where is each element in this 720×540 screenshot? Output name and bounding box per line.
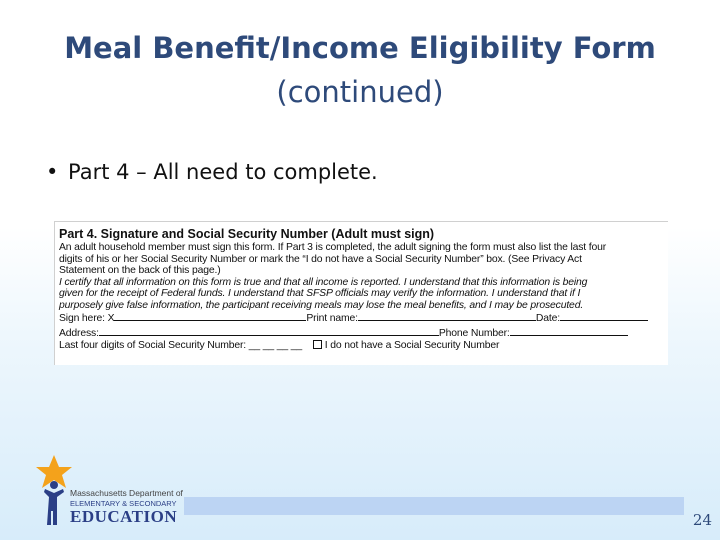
bullet-text: Part 4 – All need to complete. <box>68 160 378 184</box>
slide-title-line2: (continued) <box>276 75 444 109</box>
signature-line <box>114 311 306 321</box>
print-name-line <box>358 311 536 321</box>
address-row <box>59 326 664 341</box>
no-ssn-label: I do not have a Social Security Number <box>324 340 500 351</box>
logo-line1: Massachusetts Department of <box>70 488 183 498</box>
form-excerpt-image <box>54 221 668 365</box>
form-para1-line3: Statement on the back of this page.) <box>59 265 221 276</box>
form-heading: Part 4. Signature and Social Security Number (Adult must sign) <box>59 227 435 241</box>
ssn-row <box>59 340 664 353</box>
logo-line2: ELEMENTARY & SECONDARY <box>70 499 177 508</box>
address-line <box>99 326 439 336</box>
form-para2-line3: purposely give false information, the participant receiving meals may lose the meal benefits, and I may be prosecuted. <box>59 299 584 311</box>
date-line <box>560 311 648 321</box>
bullet-icon: • <box>46 160 59 184</box>
figure-body-icon <box>44 489 64 525</box>
page-number: 24 <box>692 511 712 529</box>
slide-title-line1: Meal Benefit/Income Eligibility Form <box>64 31 656 65</box>
figure-head-icon <box>50 481 58 489</box>
bullet-item <box>46 160 378 184</box>
address-label: Address: <box>59 327 99 339</box>
slide-title <box>0 26 720 114</box>
form-para1-line2: digits of his or her Social Security Number or mark the “I do not have a Social Security Number” box. (See Privacy Act <box>59 253 582 265</box>
checkbox-icon <box>313 340 322 349</box>
date-label: Date: <box>535 313 560 324</box>
signature-row <box>59 311 664 326</box>
form-para2-line2: given for the receipt of Federal funds. I understand that SFSP officials may verify the information. I understand that if I <box>59 288 581 299</box>
form-para2-line1: I certify that all information on this form is true and that all income is reported. I understand that this information is being <box>59 276 588 288</box>
sign-here-label: Sign here: X <box>59 313 115 324</box>
form-para1-line1: An adult household member must sign this form. If Part 3 is completed, the adult signing the form must also list the last four <box>59 242 607 253</box>
logo-line3: EDUCATION <box>70 507 178 526</box>
ssn-blanks: __ __ __ __ <box>248 340 303 351</box>
phone-line <box>510 326 628 336</box>
print-name-label: Print name: <box>306 313 358 324</box>
phone-label: Phone Number: <box>438 327 510 339</box>
ssn-label: Last four digits of Social Security Number: <box>59 340 247 351</box>
footer-bar <box>184 497 684 515</box>
